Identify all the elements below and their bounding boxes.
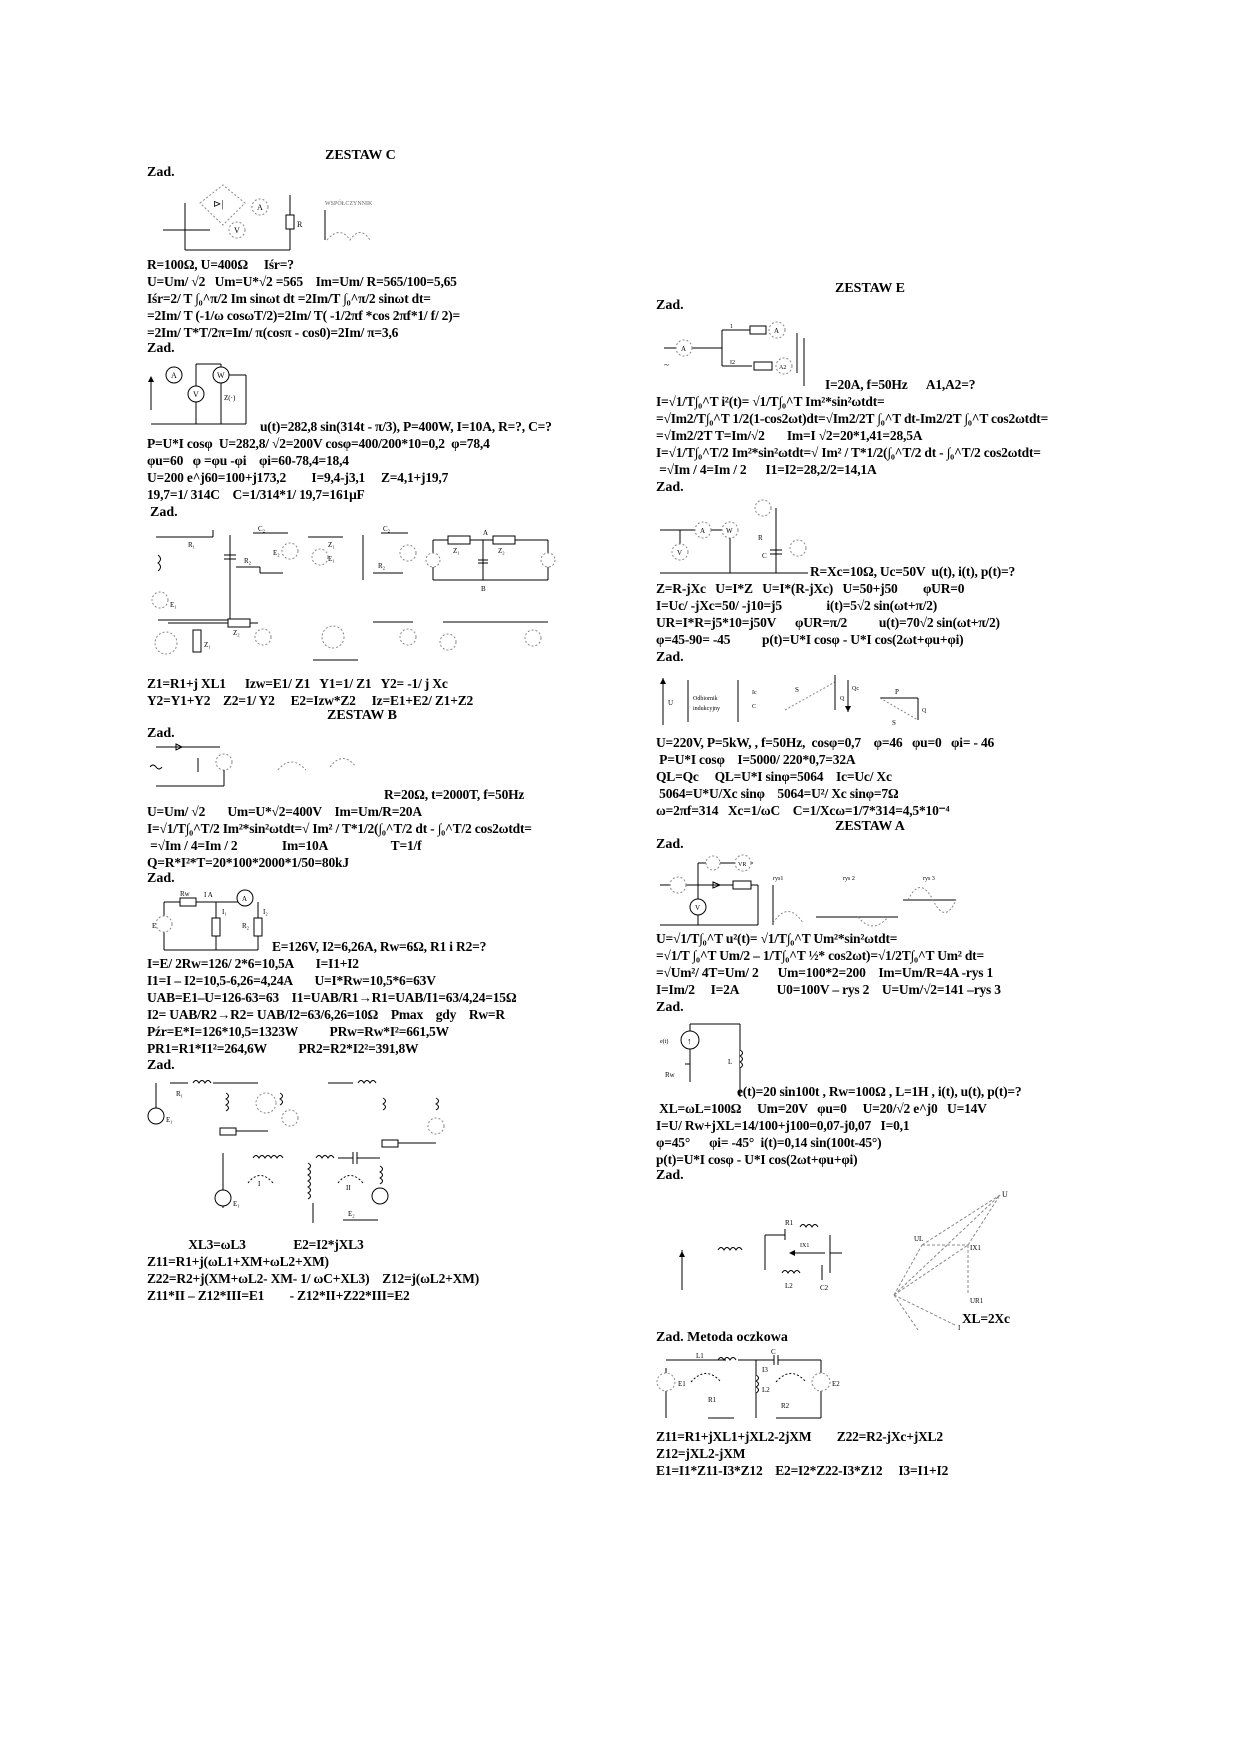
svg-text:R2: R2 <box>781 1402 790 1410</box>
svg-text:Odbiornik: Odbiornik <box>693 696 718 702</box>
text-line: I=E/ 2Rw=126/ 2*6=10,5A I=I1+I2 <box>147 956 359 971</box>
text-line: I=√1/T∫₀^T/2 Im²*sin²ωtdt=√ Im² / T*1/2(∫₀^T/2 dt - ∫₀^T/2 cos2ωtdt= <box>656 445 1041 460</box>
svg-text:Z₂: Z₂ <box>233 629 240 637</box>
svg-text:~: ~ <box>664 360 669 370</box>
mesh-circuit-figure <box>656 1348 840 1425</box>
svg-text:R₁: R₁ <box>188 541 196 549</box>
coupled-inductors-figure <box>148 1078 468 1228</box>
text-line: P=U*I cosφ I=5000/ 220*0,7=32A <box>656 752 856 767</box>
heading-zestaw-a: ZESTAW A <box>835 819 905 834</box>
task-label: Zad. <box>147 726 175 741</box>
text-line: Y2=Y1+Y2 Z2=1/ Y2 E2=Izw*Z2 Iz=E1+E2/ Z1+Z2 <box>147 693 474 708</box>
text-line: Z22=R2+j(XM+ωL2- XM- 1/ ωC+XL3) Z12=j(ωL2+XM) <box>147 1271 479 1286</box>
svg-text:R1: R1 <box>785 1219 794 1227</box>
svg-text:I A: I A <box>204 891 213 899</box>
svg-text:E₁: E₁ <box>166 1116 173 1124</box>
text-line: Z1=R1+j XL1 Izw=E1/ Z1 Y1=1/ Z1 Y2= -1/ j Xc <box>147 676 448 691</box>
text-line: Z11=R1+jXL1+jXL2-2jXM Z22=R2-jXc+jXL2 <box>656 1429 943 1444</box>
svg-text:Z₁: Z₁ <box>204 641 211 649</box>
text-line: XL3=ωL3 E2=I2*jXL3 <box>147 1237 364 1252</box>
svg-text:L: L <box>728 1058 733 1066</box>
svg-text:E₂: E₂ <box>348 1210 355 1218</box>
svg-text:rys1: rys1 <box>773 876 784 882</box>
svg-text:rys 3: rys 3 <box>923 876 935 882</box>
svg-text:A: A <box>774 327 780 335</box>
svg-text:A: A <box>483 529 489 537</box>
svg-text:WSPÓŁCZYNNIK: WSPÓŁCZYNNIK <box>325 201 373 207</box>
svg-text:e(t): e(t) <box>660 1039 669 1045</box>
svg-text:I: I <box>258 1180 261 1188</box>
svg-text:A2: A2 <box>779 365 787 371</box>
text-line: U=220V, P=5kW, , f=50Hz, cosφ=0,7 φ=46 φu=0 φi= - 46 <box>656 735 995 750</box>
svg-text:V: V <box>695 904 701 912</box>
text-line: =√Im / 4=Im / 2 Im=10A T=1/f <box>147 838 422 853</box>
given-line: E=126V, I2=6,26A, Rw=6Ω, R1 i R2=? <box>272 939 487 954</box>
svg-text:rys 2: rys 2 <box>843 876 855 882</box>
svg-text:I₁: I₁ <box>222 908 227 916</box>
text-line: I1=I – I2=10,5-6,26=4,24A U=I*Rw=10,5*6=63V <box>147 973 436 988</box>
text-line: R=100Ω, U=400Ω Iśr=? <box>147 257 294 272</box>
svg-text:R₂: R₂ <box>242 922 250 930</box>
svg-text:A: A <box>681 345 687 353</box>
text-line: =√Um²/ 4T=Um/ 2 Um=100*2=200 Im=Um/R=4A -rys 1 <box>656 965 994 980</box>
svg-text:E₁: E₁ <box>328 555 335 563</box>
thevenin-circuits-figure <box>148 525 558 665</box>
svg-text:R1: R1 <box>708 1396 717 1404</box>
svg-text:E₁: E₁ <box>170 601 177 609</box>
svg-text:Z(·): Z(·) <box>224 394 236 402</box>
text-line: E1=I1*Z11-I3*Z12 E2=I2*Z22-I3*Z12 I3=I1+I2 <box>656 1463 949 1478</box>
text-line: QL=Qc QL=U*I sinφ=5064 Ic=Uc/ Xc <box>656 769 892 784</box>
svg-text:E2: E2 <box>832 1380 840 1388</box>
text-line: Z11=R1+j(ωL1+XM+ωL2+XM) <box>147 1254 329 1269</box>
text-line: =√Im2/T∫₀^T 1/2(1-cos2ωt)dt=√Im2/2T ∫₀^T dt-Im2/2T ∫₀^T cos2ωtdt= <box>656 411 1049 426</box>
task-label: Zad. <box>147 165 175 180</box>
svg-text:V: V <box>234 226 240 235</box>
svg-text:V: V <box>677 549 683 557</box>
text-line: I=Uc/ -jXc=50/ -j10=j5 i(t)=5√2 sin(ωt+π/2) <box>656 598 938 613</box>
text-line: =2Im/ T*T/2π=Im/ π(cosπ - cos0)=2Im/ π=3,6 <box>147 325 399 340</box>
task-label: Zad. <box>656 1168 684 1183</box>
svg-text:R₂: R₂ <box>378 562 386 570</box>
svg-text:IX1: IX1 <box>800 1243 810 1249</box>
text-line: Z11*II – Z12*III=E1 - Z12*II+Z22*III=E2 <box>147 1288 410 1303</box>
svg-text:UL: UL <box>914 1235 924 1243</box>
svg-text:IX1: IX1 <box>970 1244 981 1252</box>
text-line: ω=2πf=314 Xc=1/ωC C=1/Xcω=1/7*314=4,5*10⁻⁴ <box>656 803 950 818</box>
svg-text:E₁: E₁ <box>233 1200 240 1208</box>
task-label: Zad. <box>656 480 684 495</box>
heading-zestaw-c: ZESTAW C <box>325 148 396 163</box>
text-line: P=U*I cosφ U=282,8/ √2=200V cosφ=400/200*10=0,2 φ=78,4 <box>147 436 490 451</box>
svg-text:Qc: Qc <box>852 686 859 692</box>
svg-text:C: C <box>771 1348 776 1356</box>
text-line: UR=I*R=j5*10=j50V φUR=π/2 u(t)=70√2 sin(ωt+π/2) <box>656 615 1000 630</box>
svg-text:I₂: I₂ <box>263 908 268 916</box>
svg-text:Z₁: Z₁ <box>328 541 335 549</box>
svg-text:I3: I3 <box>762 1366 768 1374</box>
svg-text:Q: Q <box>840 696 845 702</box>
text-line: Z12=jXL2-jXM <box>656 1446 746 1461</box>
svg-text:W: W <box>726 527 733 535</box>
text-line: 5064=U*U/Xc sinφ 5064=U²/ Xc sinφ=7Ω <box>656 786 899 801</box>
svg-text:S: S <box>892 719 896 727</box>
task-label-metoda-oczkowa: Zad. Metoda oczkowa <box>656 1330 788 1345</box>
svg-text:L1: L1 <box>696 1352 704 1360</box>
svg-text:↑: ↑ <box>687 1036 692 1046</box>
svg-text:E₂: E₂ <box>273 549 280 557</box>
svg-text:UR1: UR1 <box>970 1297 984 1305</box>
svg-text:Ic: Ic <box>752 690 757 696</box>
task-label: Zad. <box>150 505 178 520</box>
svg-text:C₂: C₂ <box>258 525 266 533</box>
svg-text:L2: L2 <box>762 1386 770 1394</box>
svg-text:Z₁: Z₁ <box>453 547 460 555</box>
svg-text:C2: C2 <box>820 1284 829 1292</box>
text-line: Pźr=E*I=126*10,5=1323W PRw=Rw*I²=661,5W <box>147 1024 449 1039</box>
text-line: φ=45-90= -45 p(t)=U*I cosφ - U*I cos(2ωt+φu+φi) <box>656 632 964 647</box>
text-line: UAB=E1–U=126-63=63 I1=UAB/R1→R1=UAB/I1=63/4,24=15Ω <box>147 990 517 1005</box>
svg-text:Rw: Rw <box>665 1071 675 1079</box>
svg-text:C: C <box>762 552 767 560</box>
text-line: I=Im/2 I=2A U0=100V – rys 2 U=Um/√2=141 –rys 3 <box>656 982 1001 997</box>
svg-text:I: I <box>958 1324 961 1332</box>
text-line: Iśr=2/ T ∫₀^π/2 Im sinωt dt =2Im/T ∫₀^π/2 sinωt dt= <box>147 291 431 306</box>
svg-text:indukcyjny: indukcyjny <box>693 706 720 712</box>
text-line: I=√1/T∫₀^T i²(t)= √1/T∫₀^T Im²*sin²ωtdt= <box>656 394 885 409</box>
task-label: Zad. <box>656 837 684 852</box>
half-wave-rectifier-figure <box>148 742 388 792</box>
svg-text:R: R <box>758 534 763 542</box>
text-line: =2Im/ T (-1/ω cosωT/2)=2Im/ T( -1/2πf *cos 2πf*1/ f/ 2)= <box>147 308 461 323</box>
rectifier-waveforms-figure <box>658 855 958 927</box>
heading-zestaw-b: ZESTAW B <box>327 708 397 723</box>
text-line: U=√1/T∫₀^T u²(t)= √1/T∫₀^T Um²*sin²ωtdt= <box>656 931 898 946</box>
svg-text:R₁: R₁ <box>176 1090 184 1098</box>
bridge-rectifier-figure <box>145 185 395 255</box>
rl-circuit-figure <box>660 1022 740 1097</box>
text-line: =√Im2/2T T=Im/√2 Im=I √2=20*1,41=28,5A <box>656 428 923 443</box>
svg-text:Z₂: Z₂ <box>498 547 505 555</box>
text-line: PR1=R1*I1²=264,6W PR2=R2*I2²=391,8W <box>147 1041 419 1056</box>
svg-text:Q: Q <box>922 708 927 714</box>
text-line: I=√1/T∫₀^T/2 Im²*sin²ωtdt=√ Im² / T*1/2(∫₀^T/2 dt - ∫₀^T/2 cos2ωtdt= <box>147 821 532 836</box>
svg-text:U: U <box>1002 1190 1008 1199</box>
svg-text:L2: L2 <box>785 1282 793 1290</box>
svg-text:⊳|: ⊳| <box>213 199 224 210</box>
svg-text:Rw: Rw <box>180 890 190 898</box>
task-label: Zad. <box>656 298 684 313</box>
given-line: u(t)=282,8 sin(314t - π/3), P=400W, I=10A, R=?, C=? <box>260 419 552 434</box>
svg-text:E1: E1 <box>678 1380 686 1388</box>
svg-text:VR: VR <box>738 862 747 868</box>
given-line: e(t)=20 sin100t , Rw=100Ω , L=1H , i(t), u(t), p(t)=? <box>737 1084 1022 1099</box>
svg-text:S: S <box>795 686 799 694</box>
text-line: XL=ωL=100Ω Um=20V φu=0 U=20/√2 e^j0 U=14V <box>656 1101 987 1116</box>
text-line: Z=R-jXc U=I*Z U=I*(R-jXc) U=50+j50 φUR=0 <box>656 581 965 596</box>
heading-zestaw-e: ZESTAW E <box>835 281 905 296</box>
svg-text:P: P <box>895 688 899 696</box>
given-line: R=20Ω, t=2000T, f=50Hz <box>384 787 525 802</box>
text-line: U=200 e^j60=100+j173,2 I=9,4-j3,1 Z=4,1+j19,7 <box>147 470 449 485</box>
task-label: Zad. <box>147 1058 175 1073</box>
meters-circuit-figure <box>148 362 258 427</box>
given-line: R=Xc=10Ω, Uc=50V u(t), i(t), p(t)=? <box>810 564 1016 579</box>
task-label: Zad. <box>656 1000 684 1015</box>
svg-text:A: A <box>257 203 263 212</box>
svg-text:A: A <box>242 895 248 903</box>
text-line: p(t)=U*I cosφ - U*I cos(2ωt+φu+φi) <box>656 1152 858 1167</box>
svg-text:E: E <box>152 922 157 930</box>
task-label: Zad. <box>656 650 684 665</box>
rc-meters-figure <box>658 500 808 575</box>
text-line: =√1/T ∫₀^T Um/2 – 1/T∫₀^T ½* cos2ωt)=√1/2T∫₀^T Um² dt= <box>656 948 984 963</box>
source-resistors-figure <box>152 888 280 954</box>
text-line: XL=2Xc <box>962 1311 1010 1326</box>
svg-text:R: R <box>297 220 303 229</box>
text-line: Q=R*I²*T=20*100*2000*1/50=80kJ <box>147 855 349 870</box>
text-line: U=Um/ √2 Um=U*√2 =565 Im=Um/ R=565/100=5,65 <box>147 274 457 289</box>
svg-text:B: B <box>481 585 486 593</box>
svg-text:C: C <box>752 704 757 710</box>
given-line: I=20A, f=50Hz A1,A2=? <box>825 377 976 392</box>
task-label: Zad. <box>147 341 175 356</box>
text-line: φu=60 φ =φu -φi φi=60-78,4=18,4 <box>147 453 349 468</box>
text-line: 19,7=1/ 314C C=1/314*1/ 19,7=161μF <box>147 487 365 502</box>
svg-text:V: V <box>193 390 199 399</box>
text-line: =√Im / 4=Im / 2 I1=I2=28,2/2=14,1A <box>656 462 877 477</box>
power-triangle-figure <box>660 670 940 732</box>
svg-text:A: A <box>171 371 177 380</box>
text-line: φ=45° φi= -45° i(t)=0,14 sin(100t-45°) <box>656 1135 882 1150</box>
svg-text:C₂: C₂ <box>383 525 391 533</box>
svg-text:I2: I2 <box>730 360 735 366</box>
svg-text:II: II <box>346 1184 351 1192</box>
svg-text:W: W <box>217 371 225 380</box>
svg-text:R₂: R₂ <box>244 557 252 565</box>
task-label: Zad. <box>147 871 175 886</box>
svg-text:1: 1 <box>730 324 733 330</box>
text-line: I=U/ Rw+jXL=14/100+j100=0,07-j0,07 I=0,1 <box>656 1118 910 1133</box>
svg-text:U: U <box>668 699 674 707</box>
text-line: I2= UAB/R2→R2= UAB/I2=63/6,26=10Ω Pmax gdy Rw=R <box>147 1007 505 1022</box>
text-line: U=Um/ √2 Um=U*√2=400V Im=Um/R=20A <box>147 804 422 819</box>
svg-text:A: A <box>700 527 706 535</box>
parallel-ammeters-figure <box>662 318 812 390</box>
